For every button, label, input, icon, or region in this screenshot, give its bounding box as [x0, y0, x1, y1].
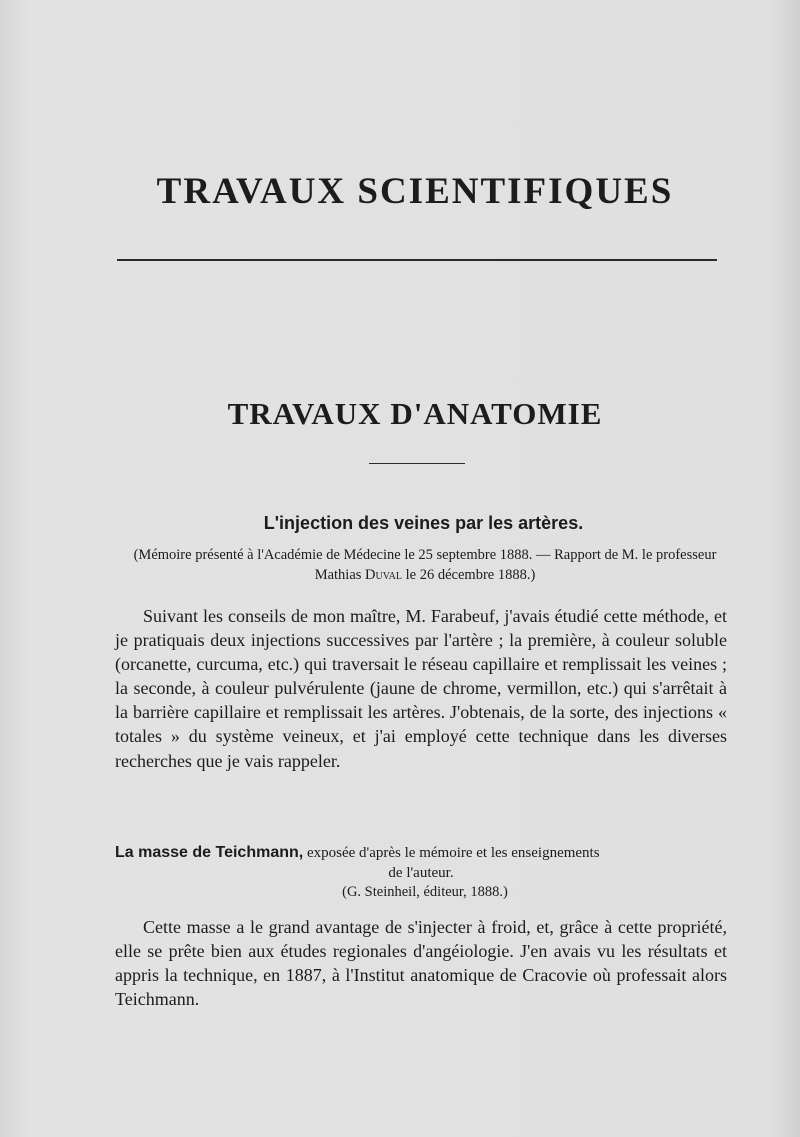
main-title: TRAVAUX SCIENTIFIQUES	[156, 171, 674, 212]
citation-text-1: (Mémoire présenté à l'Académie de Médecine le 25 septembre 1888. — Rapport de M. le professeur Mathias	[133, 547, 717, 583]
article-title: L'injection des veines par les artères.	[263, 513, 584, 533]
subsection-publisher: (G. Steinheil, éditeur, 1888.)	[342, 884, 508, 900]
subsection-lead: La masse de Teichmann,	[115, 844, 304, 861]
citation-author-name: Duval	[365, 567, 403, 583]
article-paragraph: Suivant les conseils de mon maître, M. Farabeuf, j'avais étudié cette méthode, et je pratiquais deux injections successives par l'artère ; la première, à couleur soluble (orcanette, curcuma, etc.) qui traversait le réseau capillaire et remplissait les veines ; la seconde, à couleur pulvérulente (jaune de chrome, vermillon, etc.) qui s'arrêtait à la barrière capillaire et remplissait les artères. J'obtenais, de la sorte, des injections « totales » du système veineux, et j'ai employé cette technique dans les diverses recherches que je vais rappeler.	[115, 606, 727, 771]
subsection-paragraph: Cette masse a le grand avantage de s'injecter à froid, et, grâce à cette propriété, elle se prête bien aux études regionales d'angéiologie. J'en avais vu les résultats et appris la technique, en 1887, à l'Institut anatomique de Cracovie où professait alors Teichmann.	[115, 917, 727, 1010]
subsection-heading-rest: exposée d'après le mémoire et les enseignements	[303, 845, 600, 861]
subsection-heading-tail: de l'auteur.	[388, 865, 454, 881]
section-divider	[369, 463, 465, 464]
title-divider	[117, 259, 717, 261]
subsection-heading	[115, 843, 727, 883]
section-title: TRAVAUX D'ANATOMIE	[227, 396, 603, 431]
citation-text-2: le 26 décembre 1888.)	[402, 567, 536, 583]
article-citation	[125, 545, 725, 585]
